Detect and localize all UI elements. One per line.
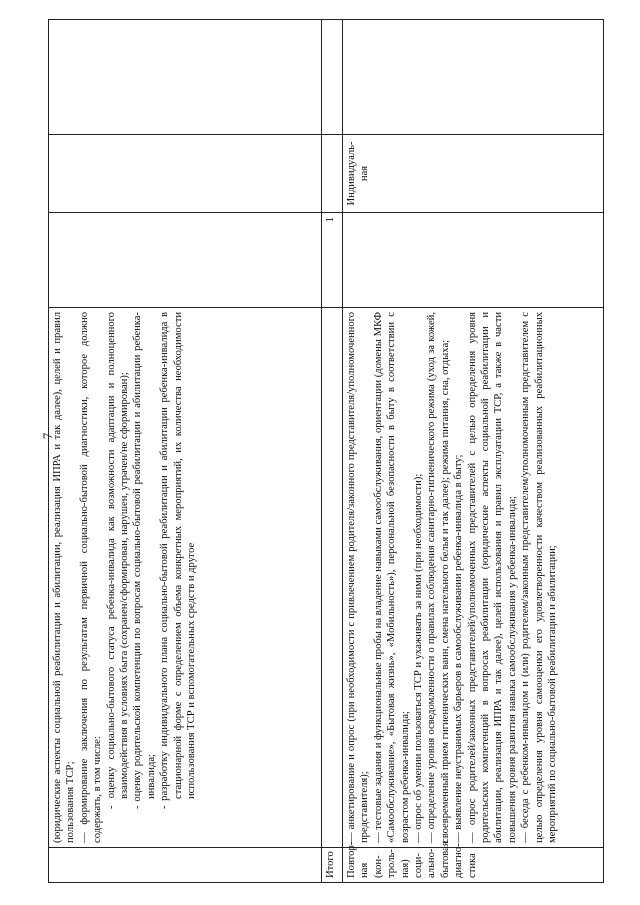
total-form-empty [322,135,343,213]
form-cell-empty [49,135,322,213]
total-content-empty [322,308,343,848]
rotated-landscape-page [48,20,588,883]
count-cell-empty [49,213,322,308]
page-number: 7 [40,432,55,440]
list-item: — опрос родителей/законных представителей/уполномоченных представителей с целью определения уровня родительских компетенций в вопросах реабилитации (юридические аспекты социальной реабилитации и абилитации, реализация ИПРА и так далее), целей использования и правил эксплуатации ТСР, а также в части повышения уровня развития навыка самообслуживания у ребенка-инвалида; [466,312,520,843]
services-table [48,19,604,883]
list-item: — формирование заключения по результатам первичной социально-бытовой диагностики, которое должно содержать, в том числе: [78,312,105,843]
count-cell-empty [343,213,604,308]
list-item: — беседа с ребенком-инвалидом и (или) родителем/законным представителем/уполномоченным представителем с целью определения уровня самооценки его удовлетворенности качеством реализованных реабилитационных мероприятий по социально-бытовой реабилитации и абилитации; [519,312,559,843]
repeat-diagnostics-label: Повтор-ная (кон-троль-ная) соци-ально-бытовая диагно-стика [343,848,604,883]
form-label: Индивидуаль-ная [343,135,604,213]
sub-list-item: - разработку индивидуального плана социально-бытовой реабилитации и абилитации ребенка-инвалида в стационарной форме с определением объема конкретных мероприятий, их количества необходимости использования ТСР и вспомогательных средств и другое [158,312,198,843]
table-row [49,20,322,883]
extra-cell-empty [49,20,322,135]
list-item: — анкетирование и опрос (при необходимости с привлечением родителя/законного представителя/уполномоченного представителя); [345,312,372,843]
list-item: — тестовые задания и функциональные пробы на владение навыками самообслуживания, ориентации (домены МКФ «Самообслуживание», «Бытовая жизнь», «Мобильность»), персональной безопасности в быту в соответствии с возрастом ребенка-инвалида; [372,312,412,843]
content-cell-primary [49,308,322,848]
list-item: — опрос об умении пользоваться ТСР и ухаживать за ними (при необходимости); [412,312,425,843]
repeat-list [345,312,560,843]
content-cell-repeat [343,308,604,848]
type-cell-empty [49,848,322,883]
table-row-total [322,20,343,883]
table-row [343,20,604,883]
total-extra-empty [322,20,343,135]
total-value: 1 [322,213,343,308]
extra-cell-empty [343,20,604,135]
primary-list [78,312,199,843]
sub-list-item: - оценку родительской компетенции по вопросам социально-бытовой реабилитации и абилитации ребенка-инвалида; [131,312,158,843]
total-label: Итого [322,848,343,883]
content-intro: (юридические аспекты социальной реабилитации и абилитации, реализация ИПРА и так далее), целей и правил пользования ТСР; [52,312,77,843]
list-item: — определение уровня осведомленности о правилах соблюдения санитарно-гигиенического режима (уход за кожей, своевременный прием гигиенических ванн, смена нательного белья и так далее); режима питания, сна, отдыха; [425,312,452,843]
list-item: — выявление неустранимых барьеров в самообслуживании ребенка-инвалида в быту; [452,312,465,843]
sub-list-item: - оценку социально-бытового статуса ребенка-инвалида как возможности адаптации и полноценного взаимодействия в условиях быта (сохранен/сформирован, нарушен, утрачен/не сформирован); [105,312,132,843]
